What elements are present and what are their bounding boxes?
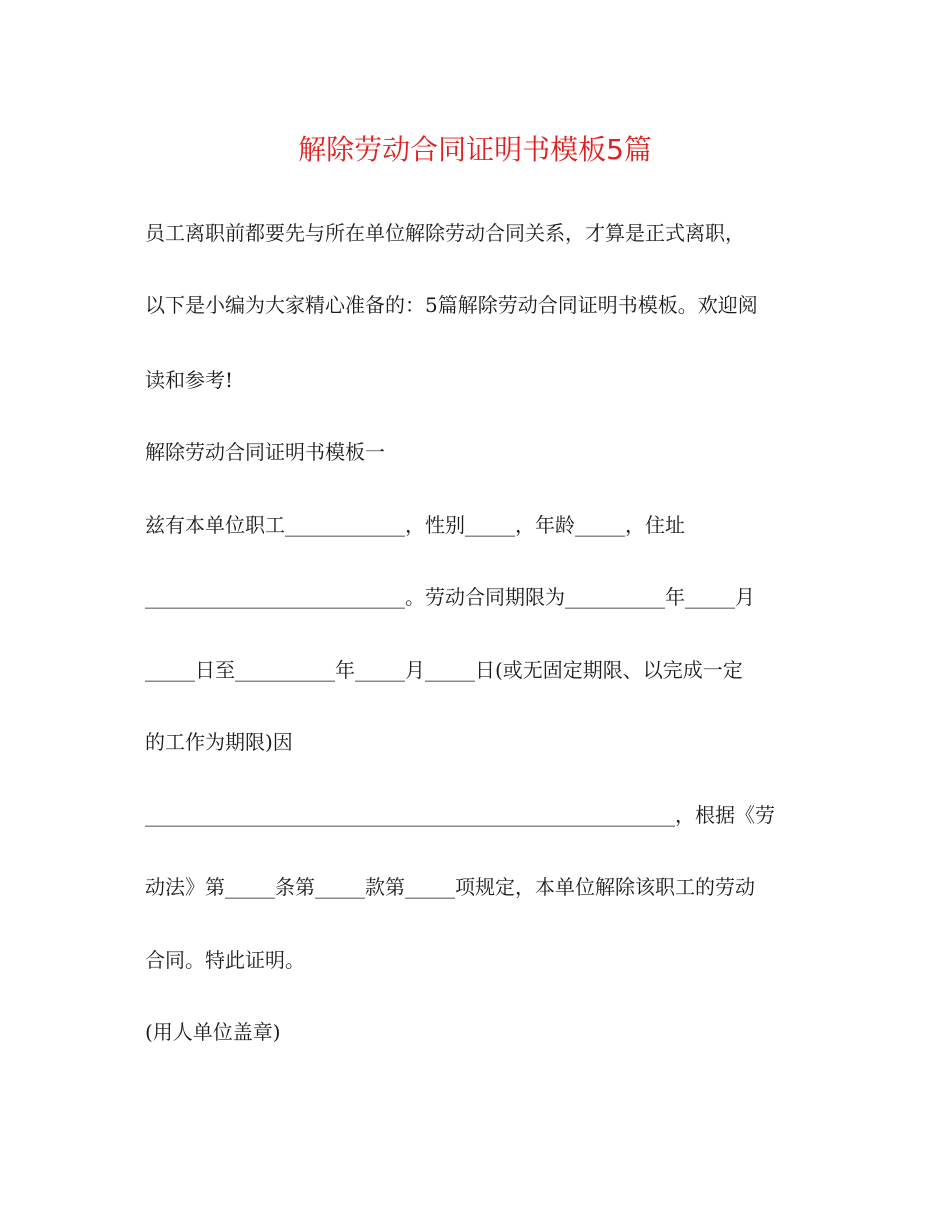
seal-note: (用人单位盖章) bbox=[145, 1020, 281, 1044]
template-line-6: 动法》第_____条第_____款第_____项规定，本单位解除该职工的劳动 bbox=[145, 875, 755, 899]
intro-line-1: 员工离职前都要先与所在单位解除劳动合同关系，才算是正式离职， bbox=[145, 221, 745, 245]
template-line-7: 合同。特此证明。 bbox=[145, 948, 305, 972]
intro-line-3: 读和参考! bbox=[145, 368, 234, 392]
page-title: 解除劳动合同证明书模板5篇 bbox=[298, 133, 652, 166]
template-line-2: __________________________。劳动合同期限为__________年_____月 bbox=[145, 585, 755, 609]
section-heading: 解除劳动合同证明书模板一 bbox=[145, 440, 385, 464]
template-line-5: _____________________________________________________，根据《劳 bbox=[145, 803, 775, 827]
template-line-3: _____日至__________年_____月_____日(或无固定期限、以完成一定 bbox=[145, 658, 743, 682]
intro-line-2: 以下是小编为大家精心准备的：5篇解除劳动合同证明书模板。欢迎阅 bbox=[145, 293, 758, 317]
template-line-1: 兹有本单位职工____________，性别_____，年龄_____，住址 bbox=[145, 513, 685, 537]
template-line-4: 的工作为期限)因 bbox=[145, 730, 293, 754]
